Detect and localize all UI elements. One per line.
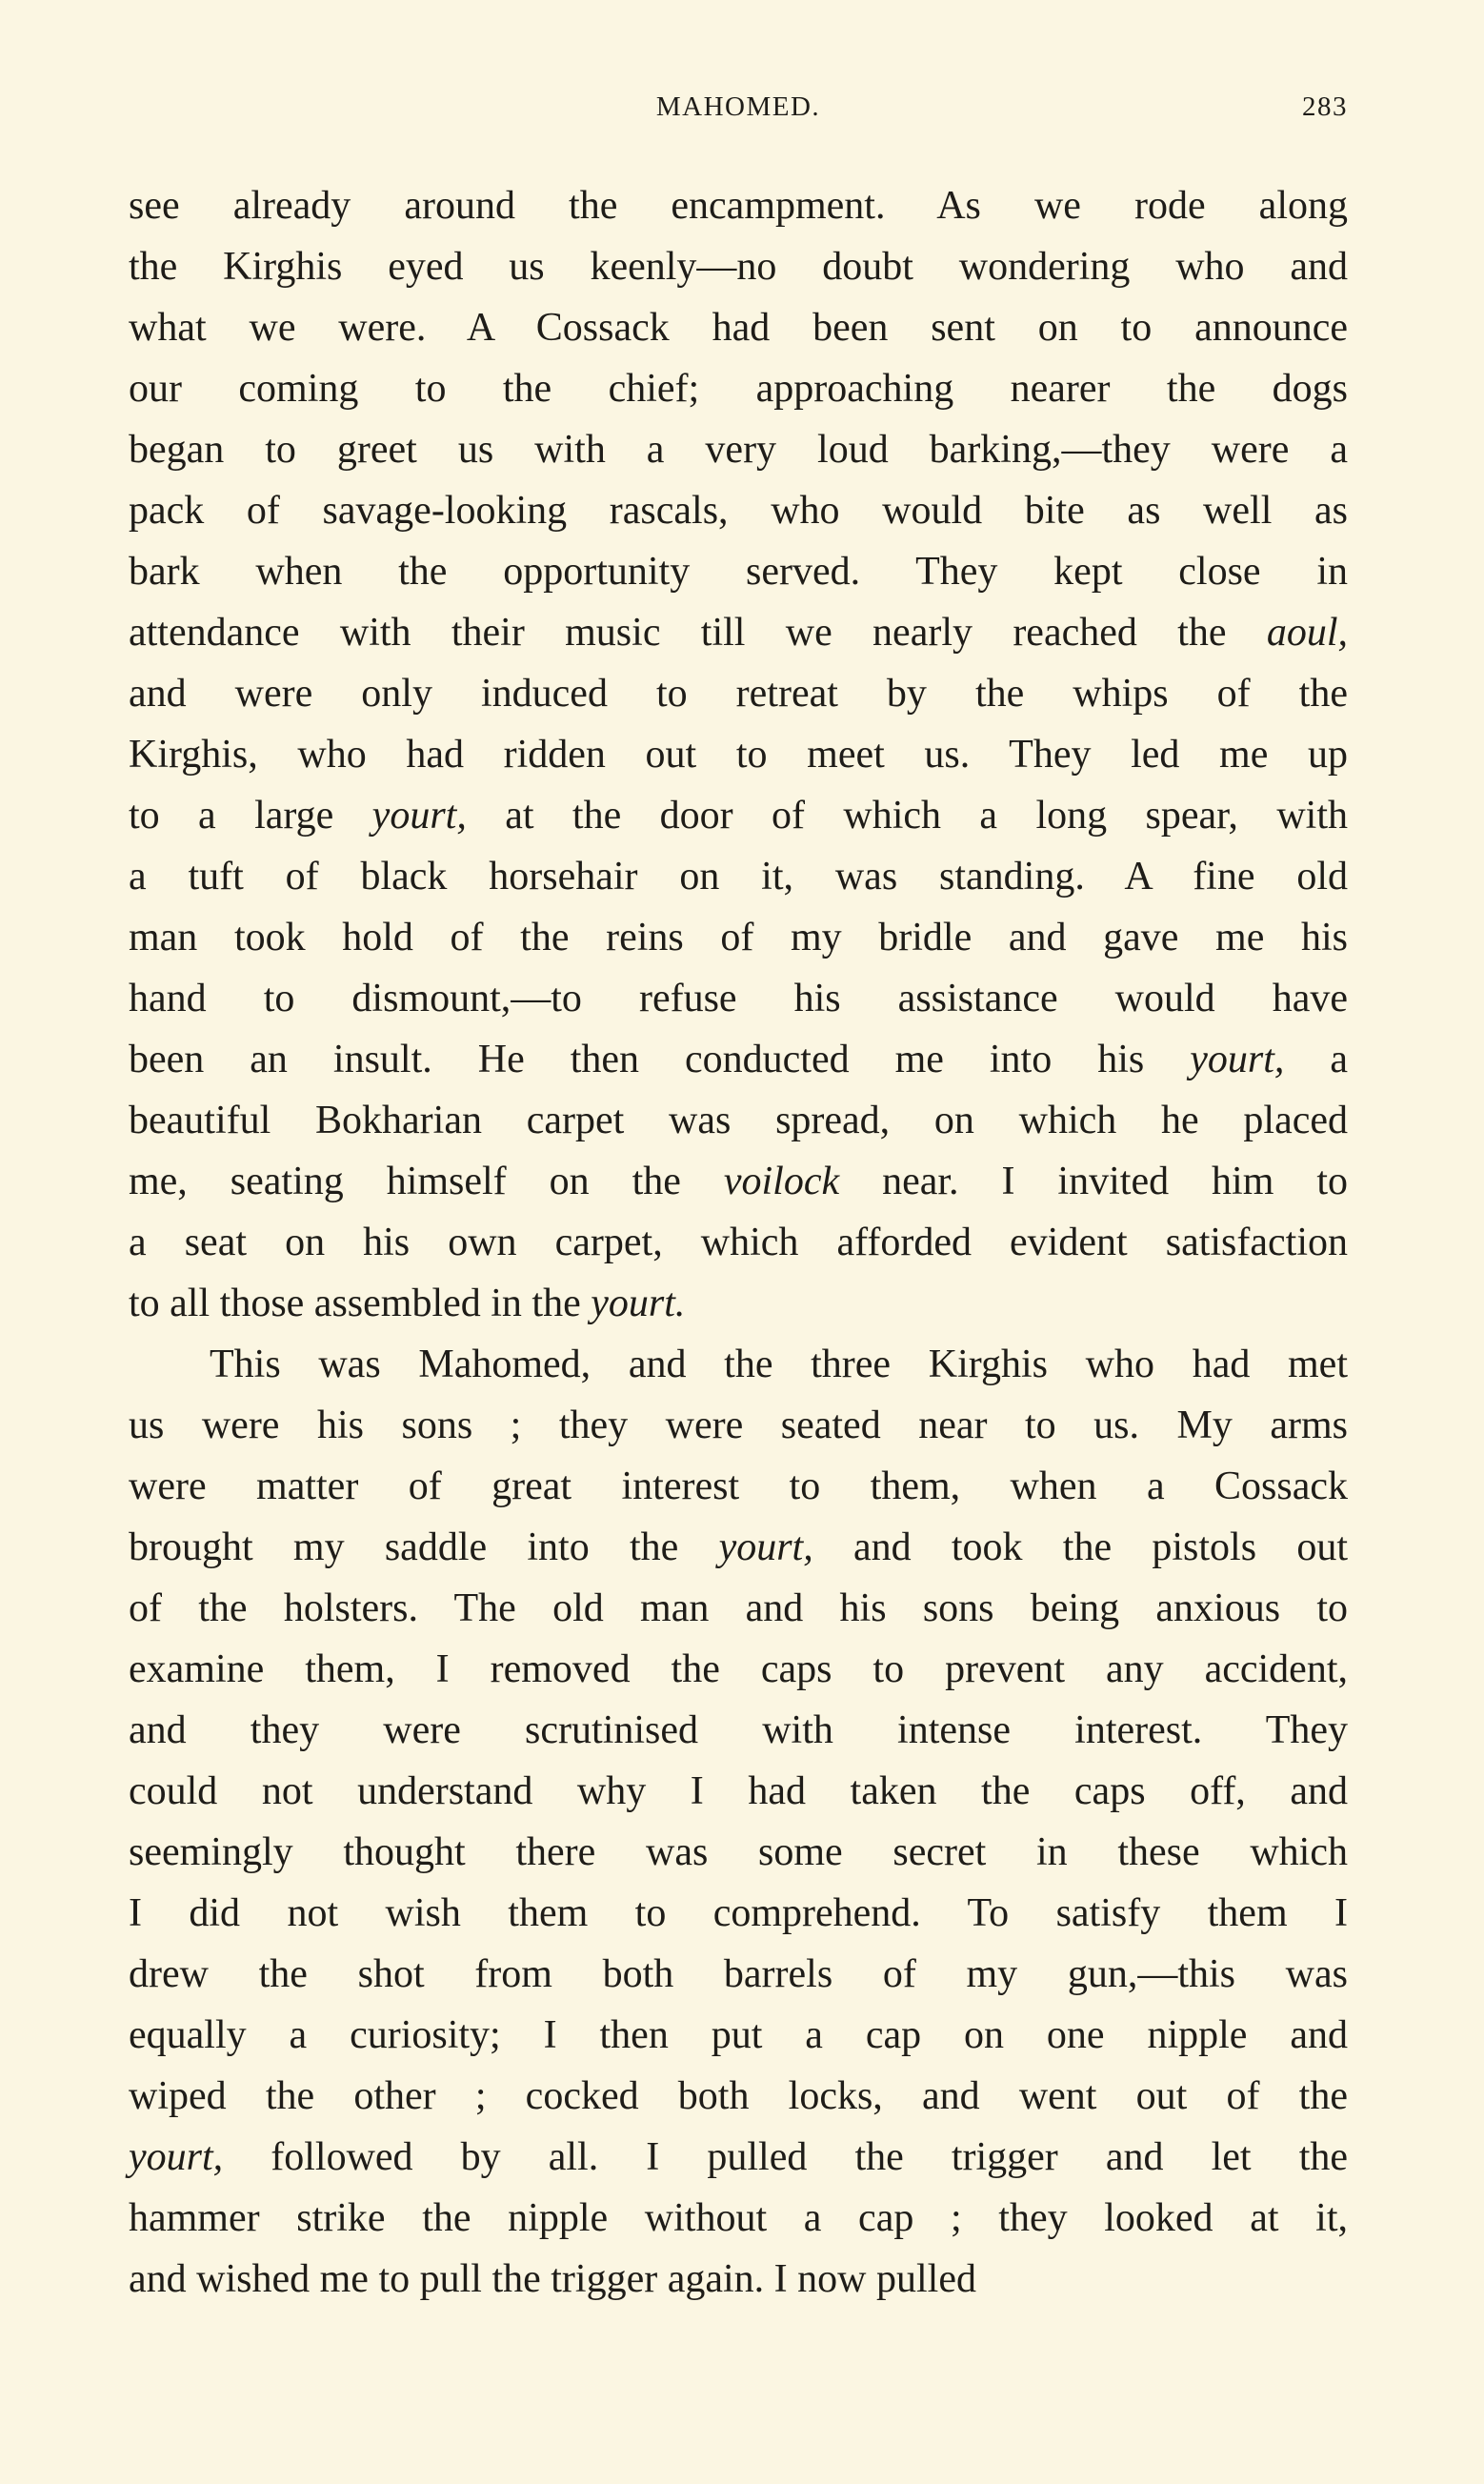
text-segment: and were only induced to retreat by the whips of the	[129, 672, 1348, 716]
text-segment: see already around the encampment. As we rode along	[129, 184, 1348, 228]
italic-word: voilock	[723, 1160, 840, 1203]
text-segment: equally a curiosity; I then put a cap on one nipple and	[129, 2013, 1348, 2057]
body-text	[129, 175, 1348, 2310]
text-line	[129, 175, 1348, 236]
text-segment: what we were. A Cossack had been sent on to announce	[129, 306, 1348, 350]
text-line	[129, 1944, 1348, 2005]
text-segment: could not understand why I had taken the caps off, and	[129, 1769, 1348, 1813]
text-line	[129, 785, 1348, 846]
text-segment: and wished me to pull the trigger again. I now pulled	[129, 2257, 976, 2301]
italic-word: aoul,	[1266, 611, 1348, 655]
text-segment: seemingly thought there was some secret in these which	[129, 1830, 1348, 1874]
text-segment: been an insult. He then conducted me into his	[129, 1038, 1191, 1081]
text-segment: hand to dismount,—to refuse his assistance would have	[129, 977, 1348, 1020]
text-line	[129, 236, 1348, 297]
text-line	[129, 358, 1348, 419]
text-line	[129, 907, 1348, 968]
text-segment: pack of savage-looking rascals, who would bite as well as	[129, 489, 1348, 533]
text-segment: brought my saddle into the	[129, 1525, 719, 1569]
italic-word: yourt,	[1190, 1038, 1285, 1081]
text-line	[129, 1578, 1348, 1639]
running-head	[129, 91, 1348, 133]
text-segment: Kirghis, who had ridden out to meet us. They led me up	[129, 733, 1348, 777]
text-segment: us were his sons ; they were seated near to us. My arms	[129, 1404, 1348, 1447]
text-line	[129, 1456, 1348, 1517]
text-segment: followed by all. I pulled the trigger and let the	[223, 2135, 1348, 2179]
page-number: 283	[1302, 91, 1348, 122]
text-line	[129, 297, 1348, 358]
text-segment: examine them, I removed the caps to prevent any accident,	[129, 1647, 1348, 1691]
text-line	[129, 1395, 1348, 1456]
italic-word: yourt,	[371, 794, 467, 838]
text-line	[129, 2066, 1348, 2127]
text-segment: and took the pistols out	[812, 1525, 1348, 1569]
running-title: MAHOMED.	[655, 91, 821, 122]
text-segment: I did not wish them to comprehend. To satisfy them I	[129, 1891, 1348, 1935]
text-line	[129, 2249, 1348, 2310]
text-line	[129, 2188, 1348, 2249]
text-segment: began to greet us with a very loud barking,—they were a	[129, 428, 1348, 472]
text-line	[129, 1761, 1348, 1822]
text-line	[129, 724, 1348, 785]
text-segment: This was Mahomed, and the three Kirghis who had met	[210, 1343, 1348, 1386]
text-segment: our coming to the chief; approaching nearer the dogs	[129, 367, 1348, 411]
text-line	[129, 2127, 1348, 2188]
text-line	[129, 419, 1348, 480]
text-segment: the Kirghis eyed us keenly—no doubt wondering who and	[129, 245, 1348, 289]
text-line	[129, 1212, 1348, 1273]
text-segment: were matter of great interest to them, when a Cossack	[129, 1464, 1348, 1508]
text-segment: man took hold of the reins of my bridle and gave me his	[129, 916, 1348, 959]
text-line	[129, 1273, 1348, 1334]
text-line	[129, 1639, 1348, 1700]
text-segment: me, seating himself on the	[129, 1160, 724, 1203]
text-line	[129, 846, 1348, 907]
text-line	[129, 1517, 1348, 1578]
text-line	[129, 1151, 1348, 1212]
text-segment: near. I invited him to	[839, 1160, 1349, 1203]
text-segment: a tuft of black horsehair on it, was standing. A fine old	[129, 855, 1348, 899]
italic-word: yourt,	[129, 2135, 224, 2179]
text-line	[129, 1334, 1348, 1395]
text-segment: bark when the opportunity served. They kept close in	[129, 550, 1348, 594]
text-segment: drew the shot from both barrels of my gun,—this was	[129, 1952, 1348, 1996]
italic-word: yourt,	[718, 1525, 813, 1569]
italic-word: yourt.	[591, 1282, 686, 1325]
text-line	[129, 541, 1348, 602]
text-line	[129, 1029, 1348, 1090]
text-segment: to all those assembled in the	[129, 1282, 592, 1325]
text-segment: and they were scrutinised with intense interest. They	[129, 1708, 1348, 1752]
text-segment: hammer strike the nipple without a cap ; they looked at it,	[129, 2196, 1348, 2240]
text-segment: at the door of which a long spear, with	[466, 794, 1348, 838]
text-line	[129, 1822, 1348, 1883]
text-segment: wiped the other ; cocked both locks, and went out of the	[129, 2074, 1348, 2118]
text-segment: of the holsters. The old man and his sons being anxious to	[129, 1586, 1348, 1630]
text-segment: a seat on his own carpet, which afforded evident satisfaction	[129, 1221, 1348, 1264]
text-line	[129, 663, 1348, 724]
text-segment: beautiful Bokharian carpet was spread, on which he placed	[129, 1099, 1348, 1142]
text-line	[129, 1700, 1348, 1761]
text-line	[129, 1090, 1348, 1151]
text-line	[129, 602, 1348, 663]
text-segment: to a large	[129, 794, 372, 838]
text-segment: a	[1284, 1038, 1348, 1081]
text-line	[129, 480, 1348, 541]
text-line	[129, 1883, 1348, 1944]
text-line	[129, 2005, 1348, 2066]
text-segment: attendance with their music till we nearly reached the	[129, 611, 1267, 655]
text-line	[129, 968, 1348, 1029]
